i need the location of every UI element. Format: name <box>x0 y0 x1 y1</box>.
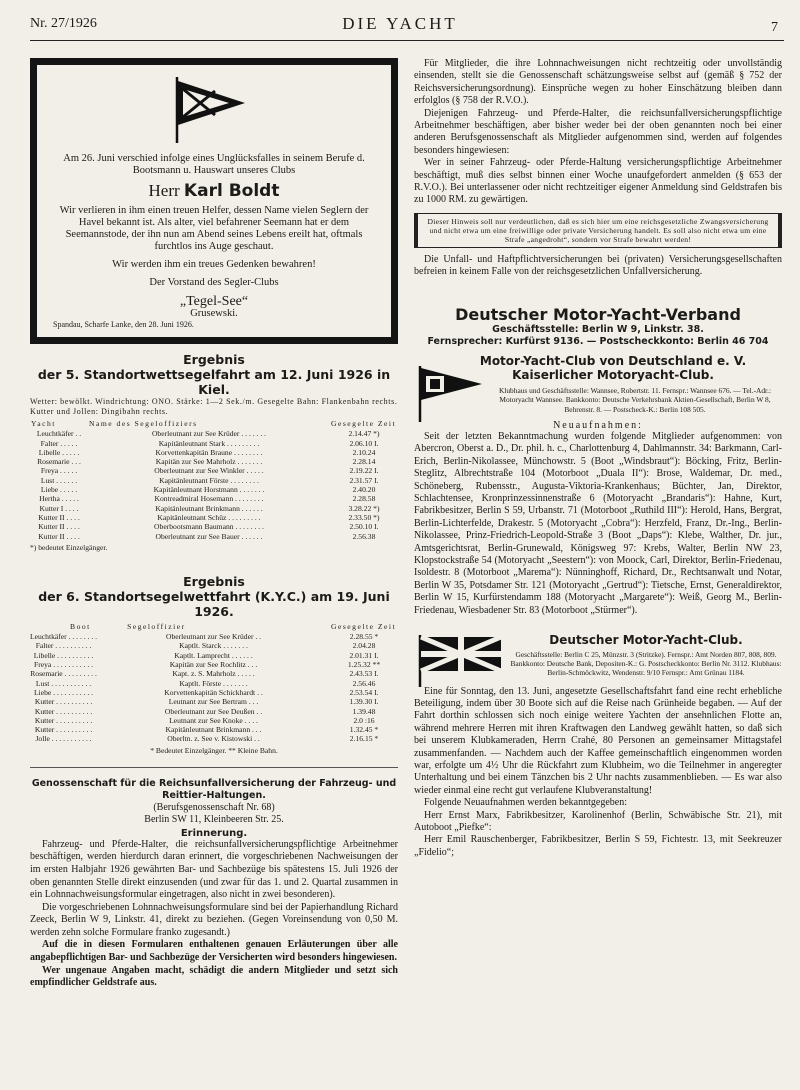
salutation: Herr <box>148 181 180 200</box>
table-cell: Kapitänleutnant Horstmann . . . . . . . <box>153 485 265 495</box>
table-cell: 2.28.14 <box>352 457 376 467</box>
genossenschaft-notice <box>30 778 398 990</box>
section-divider <box>30 767 398 768</box>
table-cell: Lust . . . . . . . . . . . <box>35 678 92 688</box>
left-column <box>30 58 398 990</box>
dmyv-header <box>414 305 782 348</box>
table-cell: 2.01.31 I. <box>349 650 379 660</box>
col-header: Segeloffizier <box>127 621 186 631</box>
table-cell: Rosemarie . . . <box>37 457 81 467</box>
deceased-name: Karl Boldt <box>183 181 280 201</box>
table-cell: Kutter II . . . . <box>38 531 80 541</box>
table-cell: Falter . . . . . <box>40 438 78 448</box>
table-cell: Oberleutnant zur See Deußen . . <box>164 706 263 716</box>
table-cell: Kaptlt. Starck . . . . . . . <box>179 641 248 651</box>
table-row <box>30 504 398 513</box>
obituary-notice <box>30 58 398 344</box>
table-cell: 2.10.24 <box>352 447 376 457</box>
table-cell: Jolle . . . . . . . . . . . <box>35 734 92 744</box>
table-cell: 2.28.55 * <box>349 632 379 642</box>
insurance-paragraph: Diejenigen Fahrzeug- und Pferde-Halter, die reichsunfallversicherungspflichtige Arbeitnehmer beschäftigen, aber bisher weder bei der oben genannten noch bei einer anderen Berufsgenossenschaft als Mitglieder aufgenommen sind, werden auf folgendes besonders hingewiesen: <box>414 107 782 156</box>
result-title: der 5. Standortwettsegelfahrt am 12. Juni 1926 in Kiel. <box>37 367 391 397</box>
journal-title: DIE YACHT <box>342 14 458 33</box>
table-cell: Leuchtkäfer . . . . . . . . <box>30 632 98 642</box>
table-row <box>30 448 398 457</box>
table-cell: Kutter . . . . . . . . . . <box>34 725 93 735</box>
table-row <box>30 660 398 669</box>
insurance-paragraph: Für Mitglieder, die ihre Lohnnachweisungen nicht rechtzeitig oder unvollständig einsenden, stellt sie die Genossenschaft schätzungsweise selbst auf (gemäß § 752 der Reichsversicherungsordnung). Einsprüche wegen zu hoher Einschätzung bleiben dann erfolglos (§ 758 der R.V.O.). <box>414 58 782 107</box>
page-number: 7 <box>771 20 778 35</box>
header-rule <box>30 40 784 41</box>
table-cell: Rosemarie . . . . . . . . . <box>30 669 97 679</box>
club-name: „Tegel-See“ <box>179 293 249 309</box>
table-row <box>30 439 398 448</box>
dmyv-contact: Fernsprecher: Kurfürst 9136. — Postscheckkonto: Berlin 46 704 <box>427 335 769 347</box>
notice-address: Berlin SW 11, Kleinbeeren Str. 25. <box>144 813 284 825</box>
table-cell: Liebe . . . . . <box>40 485 78 495</box>
result-weather: Wetter: bewölkt. Windrichtung: ONO. Stärke: 1—2 Sek./m. Gesegelte Bahn: Flankenbahn rechts. Kutter und Jollen: Dingibahn rechts. <box>30 397 398 416</box>
notice-paragraph: Auf die in diesen Formularen enthaltenen genauen Erläuterungen über alle angabepflichtigen Bar- und Sachbezüge der Versicherten wird besonders hingewiesen. <box>30 939 398 964</box>
notice-paragraph: Fahrzeug- und Pferde-Halter, die reichsunfallversicherungspflichtige Arbeitnehmer beschäftigen, werden hierdurch daran erinnert, die vorgeschriebenen Nachweisungen der im ersten Halbjahr 1926 gewährten Bar- und Sachbezüge bis spätestens 15. Juli 1926 der oben genannten Stelle direkt einzusenden (und zwar für das 1. und 2. Quartal zusammen in ein Lohnnachweisungsformular eingetragen, also nicht in zwei besonderen). <box>30 838 398 901</box>
obituary-signature <box>47 277 381 321</box>
table-row <box>30 494 398 503</box>
table-cell: 3.28.22 *) <box>348 503 380 513</box>
club-title: Motor-Yacht-Club von Deutschland e. V. Kaiserlicher Motoryacht-Club. <box>479 353 747 382</box>
table-cell: Oberleutnant zur See Krüder . . <box>165 632 262 642</box>
new-members-label: Neuaufnahmen: <box>553 419 643 431</box>
notice-sub: (Berufsgenossenschaft Nr. 68) <box>153 801 275 813</box>
club-report: Eine für Sonntag, den 13. Juni, angesetzte Gesellschaftsfahrt fand eine recht erhebliche Beteiligung, indem über 30 Boote sich auf die Reise nach Grünheide begaben. — Auf der Fahrt dorthin schlossen sich noch einige weitere Yachten der ansehnlichen Flotte an, während mehrere Herren mit ihren Kraftwagen den Landweg gewählt hatten, so daß sich bei unserem Klubkameraden, Herrn Crahé, 80 Personen an gemeinsamer Mittagstafel zusammenfanden. — Nachdem auch der Kaffee gemeinschaftlich eingenommen worden war, erfolgte um 4½ Uhr die Rückfahrt zum Klubheim, wo die Teilnehmer in angeregter Unterhaltung und bei einem Tänzchen bis 2 Uhr nachts zusammenblieben. — Es war also wieder einmal eine recht gut verlaufene Klubveranstaltung! <box>414 685 782 796</box>
table-cell: Korvettenkapitän Schickhardt . . <box>164 687 263 697</box>
table-row <box>30 429 398 438</box>
result-section-2 <box>30 574 398 755</box>
table-cell: Kontreadmiral Hosemann . . . . . . . . <box>154 494 264 504</box>
club-report: Herr Emil Rauschenberger, Fabrikbesitzer, Berlin S 59, Fichtestr. 13, mit Seekreuzer „Fidelio“; <box>414 834 782 858</box>
table-cell: Libelle . . . . . . . . . . <box>33 650 94 660</box>
table-cell: Leuchtkäfer . . <box>36 429 82 439</box>
table-row <box>30 532 398 541</box>
col-header: Name des Segeloffiziers <box>89 419 198 428</box>
notice-title: Genossenschaft für die Reichsunfallversicherung der Fahrzeug- und Reittier-Haltungen. <box>31 777 397 801</box>
table-cell: Oberleutnant zur See Krüder . . . . . . . <box>151 429 267 439</box>
table-row <box>30 457 398 466</box>
result-section-1 <box>30 352 398 552</box>
result-table <box>30 619 398 744</box>
table-cell: Kapt. z. S. Mahrholz . . . . . <box>172 669 255 679</box>
club-report: Folgende Neuaufnahmen werden bekanntgegeben: <box>424 797 627 809</box>
table-cell: 2.14.47 *) <box>348 429 380 439</box>
table-row <box>30 688 398 697</box>
table-cell: 2.53.54 I. <box>349 687 379 697</box>
table-cell: Liebe . . . . . . . . . . . <box>34 687 94 697</box>
table-row <box>30 651 398 660</box>
table-cell: 2.50.10 I. <box>349 522 379 532</box>
result-title: der 6. Standortsegelwettfahrt (K.Y.C.) am 19. Juni 1926. <box>38 588 390 619</box>
table-cell: Kaptlt. Förste . . . . . . . <box>179 678 248 688</box>
result-footnote: * Bedeutet Einzelgänger. ** Kleine Bahn. <box>150 745 278 755</box>
notice-paragraph: Die vorgeschriebenen Lohnnachweisungsformulare sind bei der Papierhandlung Richard Zeeck, Berlin W 9, Linkstr. 41, direkt zu beziehen. (Gegen Voreinsendung von 0,50 M. werden zehn solche Formulare franko zugesandt.) <box>30 901 398 938</box>
table-cell: 2.06.10 I. <box>349 438 379 448</box>
table-row <box>30 632 398 641</box>
obituary-closing: Wir werden ihm ein treues Gedenken bewahren! <box>112 259 316 270</box>
right-column <box>414 58 782 859</box>
col-header: Boot <box>70 621 91 631</box>
table-cell: 1.25.32 ** <box>347 660 381 670</box>
table-cell: Falter . . . . . . . . . . <box>35 641 92 651</box>
club-flag-icon <box>416 633 506 689</box>
table-cell: Kapitän zur See Mahrholz . . . . . . . <box>155 457 263 467</box>
table-cell: Oberltn. z. See v. Kistowski . . <box>167 734 260 744</box>
table-row <box>30 522 398 531</box>
table-cell: Leutnant zur See Bertram . . . <box>168 697 259 707</box>
boxed-hint: Dieser Hinweis soll nur verdeutlichen, daß es sich hier um eine reichsgesetzliche Zwangsversicherung und nicht etwa um eine freiwillige oder private Versicherung handelt. Es soll also nicht etwa um eine Strafe „angedroht“, sondern vor Strafe bewahrt werden! <box>414 213 782 248</box>
table-cell: 2.56.38 <box>352 531 376 541</box>
table-cell: 2.04.28 <box>352 641 376 651</box>
table-cell: Oberbootsmann Baumann . . . . . . . . <box>154 522 264 532</box>
table-cell: 1.32.45 * <box>349 725 379 735</box>
table-row <box>30 466 398 475</box>
board-line: Der Vorstand des Segler-Clubs <box>149 277 279 288</box>
table-row <box>30 679 398 688</box>
table-cell: 2.56.46 <box>352 678 376 688</box>
table-cell: Leutnant zur See Knoke . . . . <box>169 715 258 725</box>
table-cell: Kapitänleutnant Brinkmann . . . . . . <box>155 503 263 513</box>
table-cell: Kapitänleutnant Stark . . . . . . . . . <box>158 438 260 448</box>
table-cell: Kutter II . . . . <box>38 512 80 522</box>
table-cell: Oberleutnant zur See Bauer . . . . . . <box>155 531 263 541</box>
col-header: Gesegelte Zeit <box>331 621 397 631</box>
table-cell: Kapitän zur See Rochlitz . . . <box>169 660 258 670</box>
table-cell: Kapitänleutnant Förste . . . . . . . . <box>159 475 259 485</box>
club-report: Herr Ernst Marx, Fabrikbesitzer, Karolinenhof (Berlin, Schwäbische Str. 21), mit Autoboot „Piefke“: <box>414 809 782 834</box>
table-cell: 2.40.20 <box>352 485 376 495</box>
table-cell: Freya . . . . . . . . . . . <box>34 660 94 670</box>
result-heading: Ergebnis <box>183 352 245 367</box>
insurance-paragraph: Die Unfall- und Haftpflichtversicherungen bei (privaten) Versicherungsgesellschaften befreien in keinem Falle von der reichsgesetzlichen Unfallversicherung. <box>414 253 782 278</box>
table-cell: 2.43.53 I. <box>349 669 379 679</box>
table-cell: 2.33.50 *) <box>348 512 380 522</box>
table-cell: Libelle . . . . . <box>38 447 80 457</box>
table-cell: Kutter II . . . . <box>38 522 80 532</box>
new-members-text: Seit der letzten Bekanntmachung wurden folgende Mitglieder aufgenommen: von Abercron, Oberst a. D., Dr. phil. h. c., Charlottenburg 4, Dahlmannstr. 34: Barkmann, Carl-Erich, Berlin-Nikolassee, Münchowstr. 5 (Boot „Windsbraut“): Böcking, Fritz, Berlin-Steglitz, Albrechtstraße 104 (Motorboot „Duala II“): Brose, Waldemar, Dr. med., Schöneberg, Rubensstr., Augusta-Viktoria-Krankenhaus; Büchter, Jan, Direktor, Schlachtensee, Kronprinzessinnenstraße 6 (Motoryacht „Brandaris“): Hahne, Kurt, Fabrikbesitzer, Berlin S 59, Urbanstr. 71 (Motorboot „Ruthild III“): Herold, Hans, Bergrat, Berlin-Lichterfelde, Drakestr. 5 (Motoryacht „Cobra“): Herzfeld, Franz, Dr.-Ing., Berlin-Nikolassee, Prinz-Friedrich-Leopold-Straße 3 (Boot „Daps“): Klebe, Walther, Dr. jur., Amtsgerichtsrat, Berlin-Grunewald, Königsweg 97: Krebs, Walter, Berlin NW 23, Klopstockstraße 54 (Motoryacht „Seestern“): von Moock, Carl, Direktor, Berlin-Friedenau, Isoldestr. 8 (Motorboot „Marema“): Nünninghoff, Richard, Dr., Rechtsanwalt und Notar, Berlin W 35, Potsdamer Str. 121 (Motoryacht „Gertrud“): Tietsche, Ernst, Generaldirektor, Berlin W 15, Kurfürstendamm 188 (Motoryacht „Margarete“): Weiß, Georg M., Berlin-Friedenau, Wiesbadener Str. 83 (Motorboot „Stürmer“). <box>414 430 782 616</box>
result-heading: Ergebnis <box>183 573 245 589</box>
notice-paragraph: Wer ungenaue Angaben macht, schädigt die andern Mitglieder und setzt sich empfindlicher Geldstrafe aus. <box>30 964 398 989</box>
obituary-name <box>47 181 381 201</box>
obituary-intro: Am 26. Juni verschied infolge eines Unglücksfalles in seinem Berufe d. Bootsmann u. Hauswart unseres Clubs <box>63 153 365 176</box>
result-footnote: *) bedeutet Einzelgänger. <box>30 542 108 552</box>
table-cell: Kapitänleutnant Brinkmann . . . <box>165 725 262 735</box>
table-row <box>30 707 398 716</box>
dmyv-office: Geschäftsstelle: Berlin W 9, Linkstr. 38. <box>492 323 704 335</box>
table-row <box>30 476 398 485</box>
signer: Grusewski. <box>190 308 238 319</box>
club-burgee-icon <box>416 364 486 424</box>
table-cell: 2.28.58 <box>352 494 376 504</box>
club-title: Deutscher Motor-Yacht-Club. <box>549 633 743 647</box>
table-cell: Freya . . . . . <box>40 466 78 476</box>
insurance-paragraph: Wer in seiner Fahrzeug- oder Pferde-Haltung versicherungspflichtige Arbeitnehmer beschäftigt, muß dies selbst binnen einer Woche unaufgefordert anmelden (§ 653 der R.V.O.). Bei unterlassener oder nicht rechtzeitiger eigener Anmeldung sind Geldstrafen bis zu 1000 RM. zu gewärtigen. <box>414 157 782 206</box>
table-cell: 2.0 :16 <box>353 715 375 725</box>
table-row <box>30 641 398 650</box>
table-cell: Kaptlt. Lamprecht . . . . . . <box>174 650 253 660</box>
table-cell: Hertha . . . . . <box>39 494 79 504</box>
col-header: Gesegelte Zeit <box>331 419 397 428</box>
table-cell: Kutter . . . . . . . . . . <box>34 697 93 707</box>
table-cell: 1.39.30 I. <box>349 697 379 707</box>
table-cell: Oberleutnant zur See Winkler . . . . . <box>154 466 264 476</box>
club-address: Geschäftsstelle: Berlin C 25, Münzstr. 3 (Stritzke). Fernspr.: Amt Norden 807, 808, 809. Bankkonto: Deutsche Bank, Depositen-K.: G. Postscheckkonto: Berlin Nr. 3112. Klubhaus: Berlin-Schmöckwitz, Wendenstr. 9/10 Fernspr.: Amt Grünau 1184. <box>510 650 782 678</box>
table-row <box>30 485 398 494</box>
issue-number: Nr. 27/1926 <box>30 16 97 31</box>
table-cell: Kutter . . . . . . . . . . <box>34 715 93 725</box>
table-row <box>30 513 398 522</box>
table-cell: Kutter . . . . . . . . . . <box>34 706 93 716</box>
result-table <box>30 416 398 541</box>
table-cell: Korvettenkapitän Braune . . . . . . . . <box>155 447 263 457</box>
club-section-mycd <box>414 354 782 617</box>
table-cell: 1.39.48 <box>352 706 376 716</box>
notice-label: Erinnerung. <box>180 827 248 839</box>
table-cell: 2.19.22 I. <box>349 466 379 476</box>
col-header: Yacht <box>31 419 56 428</box>
dmyv-title: Deutscher Motor-Yacht-Verband <box>455 304 741 324</box>
table-cell: 2.16.15 * <box>349 734 379 744</box>
table-row <box>30 725 398 734</box>
table-row <box>30 697 398 706</box>
table-row <box>30 734 398 743</box>
table-cell: 2.31.57 I. <box>349 475 379 485</box>
obituary-text: Wir verlieren in ihm einen treuen Helfer, dessen Name vielen Seglern der Havel bekannt ist. Als alter, viel befahrener Seemann hat er dem Seemannstode, der ihn nun am Abend seines Lebens ereilt hat, oftmals furchtlos ins Auge geschaut. <box>59 205 369 252</box>
table-cell: Kutter I . . . . <box>39 503 79 513</box>
table-cell: Lust . . . . . . <box>40 475 78 485</box>
obituary-place-date: Spandau, Scharfe Lanke, den 28. Juni 1926. <box>53 320 194 329</box>
club-section-dmyc <box>414 633 782 859</box>
club-pennant-icon <box>171 75 249 145</box>
club-address: Klubhaus und Geschäftsstelle: Wannsee, Robertstr. 11. Fernspr.: Wannsee 676. — Tel.-Adr.: Motoryacht Wannsee. Bankkonto: Deutsche Verkehrsbank Aktien-Gesellschaft, Berlin W 8, Behrenstr. 8. — Postscheck-K.: Berlin 108 505. <box>498 385 772 414</box>
table-cell: Kapitänleutnant Schüz . . . . . . . . . <box>157 512 261 522</box>
table-row <box>30 669 398 678</box>
table-row <box>30 716 398 725</box>
